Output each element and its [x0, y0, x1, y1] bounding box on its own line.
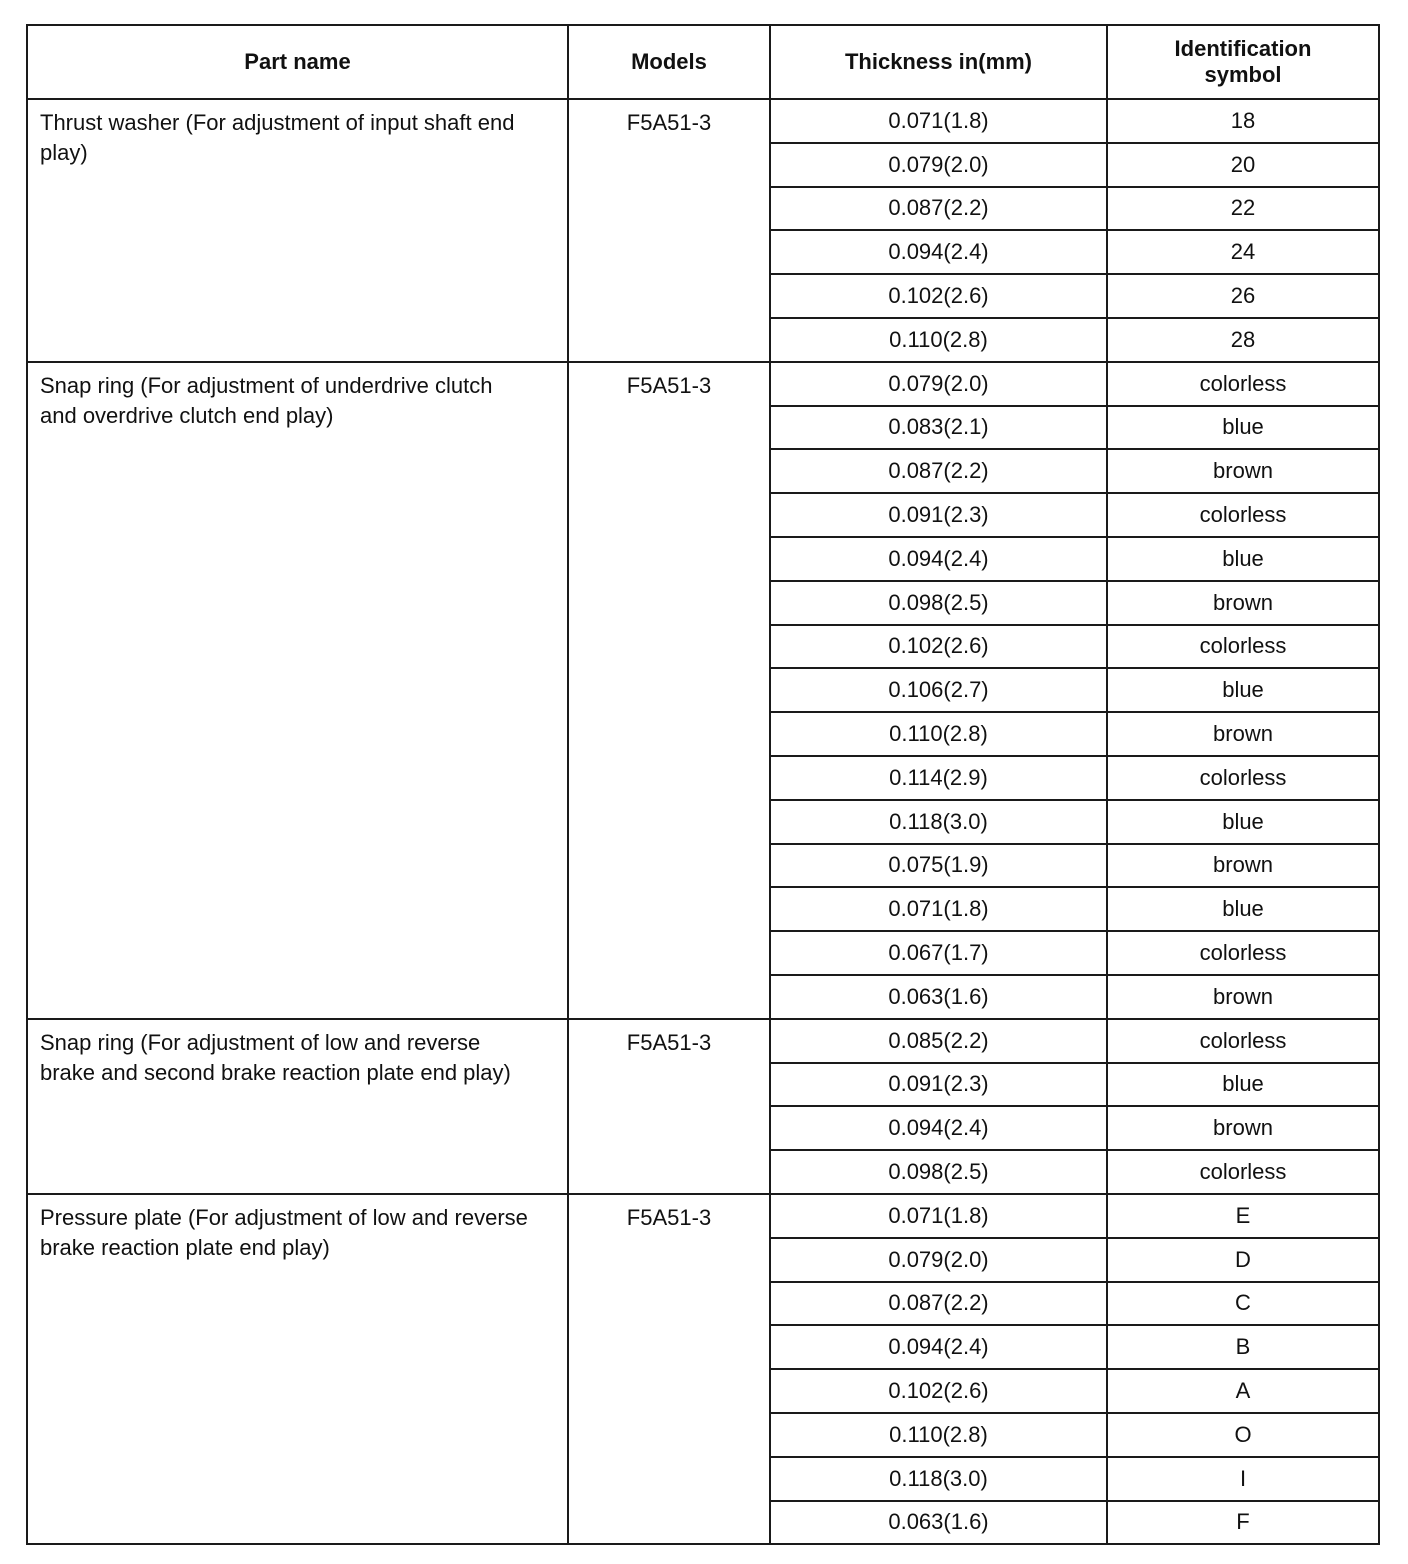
model-cell: F5A51-3 [568, 99, 770, 362]
symbol-cell: brown [1107, 1106, 1379, 1150]
thickness-cell: 0.071(1.8) [770, 887, 1107, 931]
thickness-cell: 0.091(2.3) [770, 493, 1107, 537]
symbol-cell: colorless [1107, 1019, 1379, 1063]
symbol-cell: blue [1107, 800, 1379, 844]
thickness-cell: 0.067(1.7) [770, 931, 1107, 975]
thickness-cell: 0.110(2.8) [770, 1413, 1107, 1457]
part-name-cell [27, 1194, 568, 1544]
thickness-cell: 0.094(2.4) [770, 230, 1107, 274]
symbol-cell: A [1107, 1369, 1379, 1413]
symbol-cell: colorless [1107, 362, 1379, 406]
model-cell: F5A51-3 [568, 1194, 770, 1544]
symbol-cell: C [1107, 1282, 1379, 1326]
thickness-cell: 0.118(3.0) [770, 1457, 1107, 1501]
thickness-cell: 0.098(2.5) [770, 581, 1107, 625]
thickness-cell: 0.098(2.5) [770, 1150, 1107, 1194]
thickness-cell: 0.102(2.6) [770, 1369, 1107, 1413]
table-body [27, 99, 1379, 1544]
symbol-cell: E [1107, 1194, 1379, 1238]
symbol-cell: I [1107, 1457, 1379, 1501]
header-row [27, 25, 1379, 99]
symbol-cell: F [1107, 1501, 1379, 1545]
symbol-cell: colorless [1107, 1150, 1379, 1194]
thickness-cell: 0.083(2.1) [770, 406, 1107, 450]
symbol-cell: blue [1107, 537, 1379, 581]
symbol-cell: brown [1107, 449, 1379, 493]
thickness-cell: 0.091(2.3) [770, 1063, 1107, 1107]
part-name-text: Snap ring (For adjustment of low and reverse brake and second brake reaction plate end play) [40, 1029, 511, 1085]
spec-table [26, 24, 1380, 1545]
symbol-cell: 22 [1107, 187, 1379, 231]
symbol-cell: colorless [1107, 931, 1379, 975]
table-row [27, 362, 1379, 406]
model-cell: F5A51-3 [568, 1019, 770, 1194]
part-name-cell [27, 362, 568, 1019]
table-row [27, 99, 1379, 143]
symbol-cell: D [1107, 1238, 1379, 1282]
symbol-cell: colorless [1107, 756, 1379, 800]
thickness-cell: 0.094(2.4) [770, 1106, 1107, 1150]
header-thickness: Thickness in(mm) [770, 25, 1107, 99]
symbol-cell: 26 [1107, 274, 1379, 318]
symbol-cell: brown [1107, 975, 1379, 1019]
thickness-cell: 0.085(2.2) [770, 1019, 1107, 1063]
symbol-cell: 18 [1107, 99, 1379, 143]
part-name-cell [27, 1019, 568, 1194]
thickness-cell: 0.071(1.8) [770, 1194, 1107, 1238]
thickness-cell: 0.102(2.6) [770, 625, 1107, 669]
thickness-cell: 0.118(3.0) [770, 800, 1107, 844]
thickness-cell: 0.110(2.8) [770, 318, 1107, 362]
symbol-cell: 24 [1107, 230, 1379, 274]
thickness-cell: 0.087(2.2) [770, 187, 1107, 231]
thickness-cell: 0.110(2.8) [770, 712, 1107, 756]
thickness-cell: 0.071(1.8) [770, 99, 1107, 143]
symbol-cell: brown [1107, 844, 1379, 888]
thickness-cell: 0.079(2.0) [770, 143, 1107, 187]
symbol-cell: blue [1107, 1063, 1379, 1107]
header-symbol-label: Identification symbol [1174, 36, 1312, 87]
symbol-cell: blue [1107, 668, 1379, 712]
symbol-cell: blue [1107, 406, 1379, 450]
thickness-cell: 0.094(2.4) [770, 537, 1107, 581]
thickness-cell: 0.079(2.0) [770, 1238, 1107, 1282]
model-cell: F5A51-3 [568, 362, 770, 1019]
thickness-cell: 0.079(2.0) [770, 362, 1107, 406]
header-part-name: Part name [27, 25, 568, 99]
part-name-text: Snap ring (For adjustment of underdrive clutch and overdrive clutch end play) [40, 372, 493, 428]
table-header [27, 25, 1379, 99]
symbol-cell: B [1107, 1325, 1379, 1369]
header-symbol [1107, 25, 1379, 99]
thickness-cell: 0.063(1.6) [770, 1501, 1107, 1545]
table-row [27, 1019, 1379, 1063]
symbol-cell: blue [1107, 887, 1379, 931]
symbol-cell: 20 [1107, 143, 1379, 187]
part-name-text: Thrust washer (For adjustment of input shaft end play) [40, 110, 515, 165]
thickness-cell: 0.106(2.7) [770, 668, 1107, 712]
thickness-cell: 0.114(2.9) [770, 756, 1107, 800]
header-models: Models [568, 25, 770, 99]
thickness-cell: 0.102(2.6) [770, 274, 1107, 318]
symbol-cell: 28 [1107, 318, 1379, 362]
symbol-cell: brown [1107, 581, 1379, 625]
thickness-cell: 0.087(2.2) [770, 449, 1107, 493]
symbol-cell: colorless [1107, 493, 1379, 537]
part-name-cell [27, 99, 568, 362]
thickness-cell: 0.087(2.2) [770, 1282, 1107, 1326]
part-name-text: Pressure plate (For adjustment of low and reverse brake reaction plate end play) [40, 1204, 528, 1260]
thickness-cell: 0.094(2.4) [770, 1325, 1107, 1369]
symbol-cell: O [1107, 1413, 1379, 1457]
thickness-cell: 0.075(1.9) [770, 844, 1107, 888]
symbol-cell: brown [1107, 712, 1379, 756]
thickness-cell: 0.063(1.6) [770, 975, 1107, 1019]
table-row [27, 1194, 1379, 1238]
symbol-cell: colorless [1107, 625, 1379, 669]
